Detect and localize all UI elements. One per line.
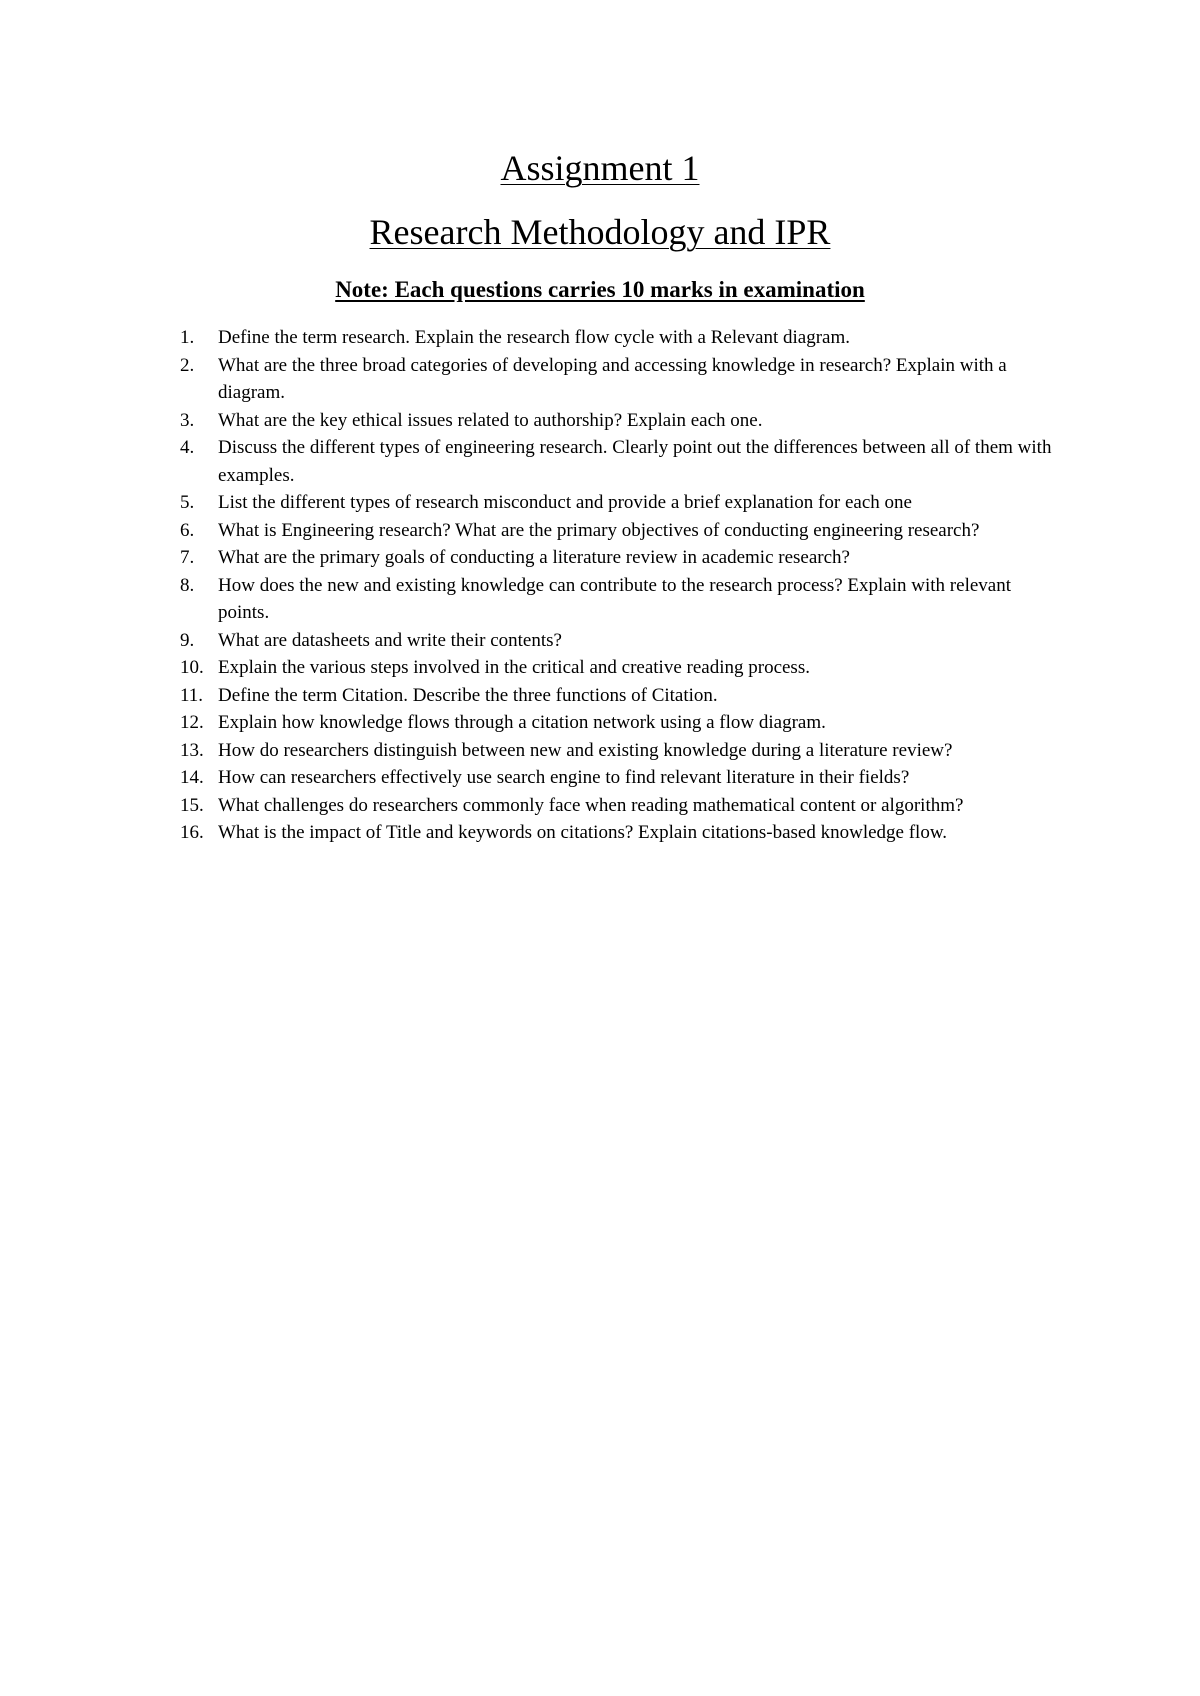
question-text: What are datasheets and write their contents? [218,629,562,651]
question-number: 10. [180,657,204,678]
question-text: Discuss the different types of engineering research. Clearly point out the differences between all of them with examples. [218,437,1052,486]
question-number: 6. [180,519,195,541]
question-item [180,764,1060,792]
question-number: 8. [180,574,195,596]
question-item [180,489,1060,517]
question-text: What are the three broad categories of developing and accessing knowledge in research? Explain with a diagram. [218,354,1007,403]
question-number: 1. [180,327,195,348]
question-text: What are the key ethical issues related to authorship? Explain each one. [218,409,763,431]
question-item [180,682,1060,710]
assignment-title: Assignment 1 [500,148,700,188]
question-item [180,654,1060,682]
question-text: What challenges do researchers commonly face when reading mathematical content or algorithm? [218,794,964,816]
question-item [180,434,1060,489]
question-number: 12. [180,712,204,733]
question-item [180,407,1060,435]
question-number: 3. [180,409,195,431]
question-text: How do researchers distinguish between new and existing knowledge during a literature review? [218,739,953,761]
question-text: Explain the various steps involved in the critical and creative reading process. [218,657,810,678]
question-item [180,737,1060,765]
marks-note: Note: Each questions carries 10 marks in examination [335,277,865,302]
question-item [180,544,1060,572]
question-number: 7. [180,547,195,568]
subject-title: Research Methodology and IPR [369,212,831,252]
question-item [180,352,1060,407]
question-number: 16. [180,822,204,843]
question-number: 5. [180,492,195,513]
question-number: 13. [180,739,204,761]
question-item [180,627,1060,655]
question-text: What are the primary goals of conducting a literature review in academic research? [218,547,850,568]
question-number: 2. [180,354,195,376]
question-text: What is Engineering research? What are the primary objectives of conducting engineering research? [218,519,980,541]
question-number: 9. [180,629,195,651]
question-item [180,324,1060,352]
question-text: How can researchers effectively use search engine to find relevant literature in their fields? [218,767,910,788]
question-text: List the different types of research misconduct and provide a brief explanation for each one [218,492,912,513]
question-list [180,324,1060,847]
question-item [180,517,1060,545]
question-item [180,572,1060,627]
question-text: What is the impact of Title and keywords on citations? Explain citations-based knowledge flow. [218,822,948,843]
question-number: 14. [180,767,204,788]
question-text: How does the new and existing knowledge can contribute to the research process? Explain with relevant points. [218,574,1011,623]
question-number: 4. [180,437,195,458]
question-text: Define the term research. Explain the research flow cycle with a Relevant diagram. [218,327,850,348]
question-text: Explain how knowledge flows through a citation network using a flow diagram. [218,712,826,733]
question-item [180,792,1060,820]
question-number: 11. [180,684,204,706]
question-item [180,709,1060,737]
question-text: Define the term Citation. Describe the three functions of Citation. [218,684,718,706]
question-number: 15. [180,794,204,816]
question-item [180,819,1060,847]
